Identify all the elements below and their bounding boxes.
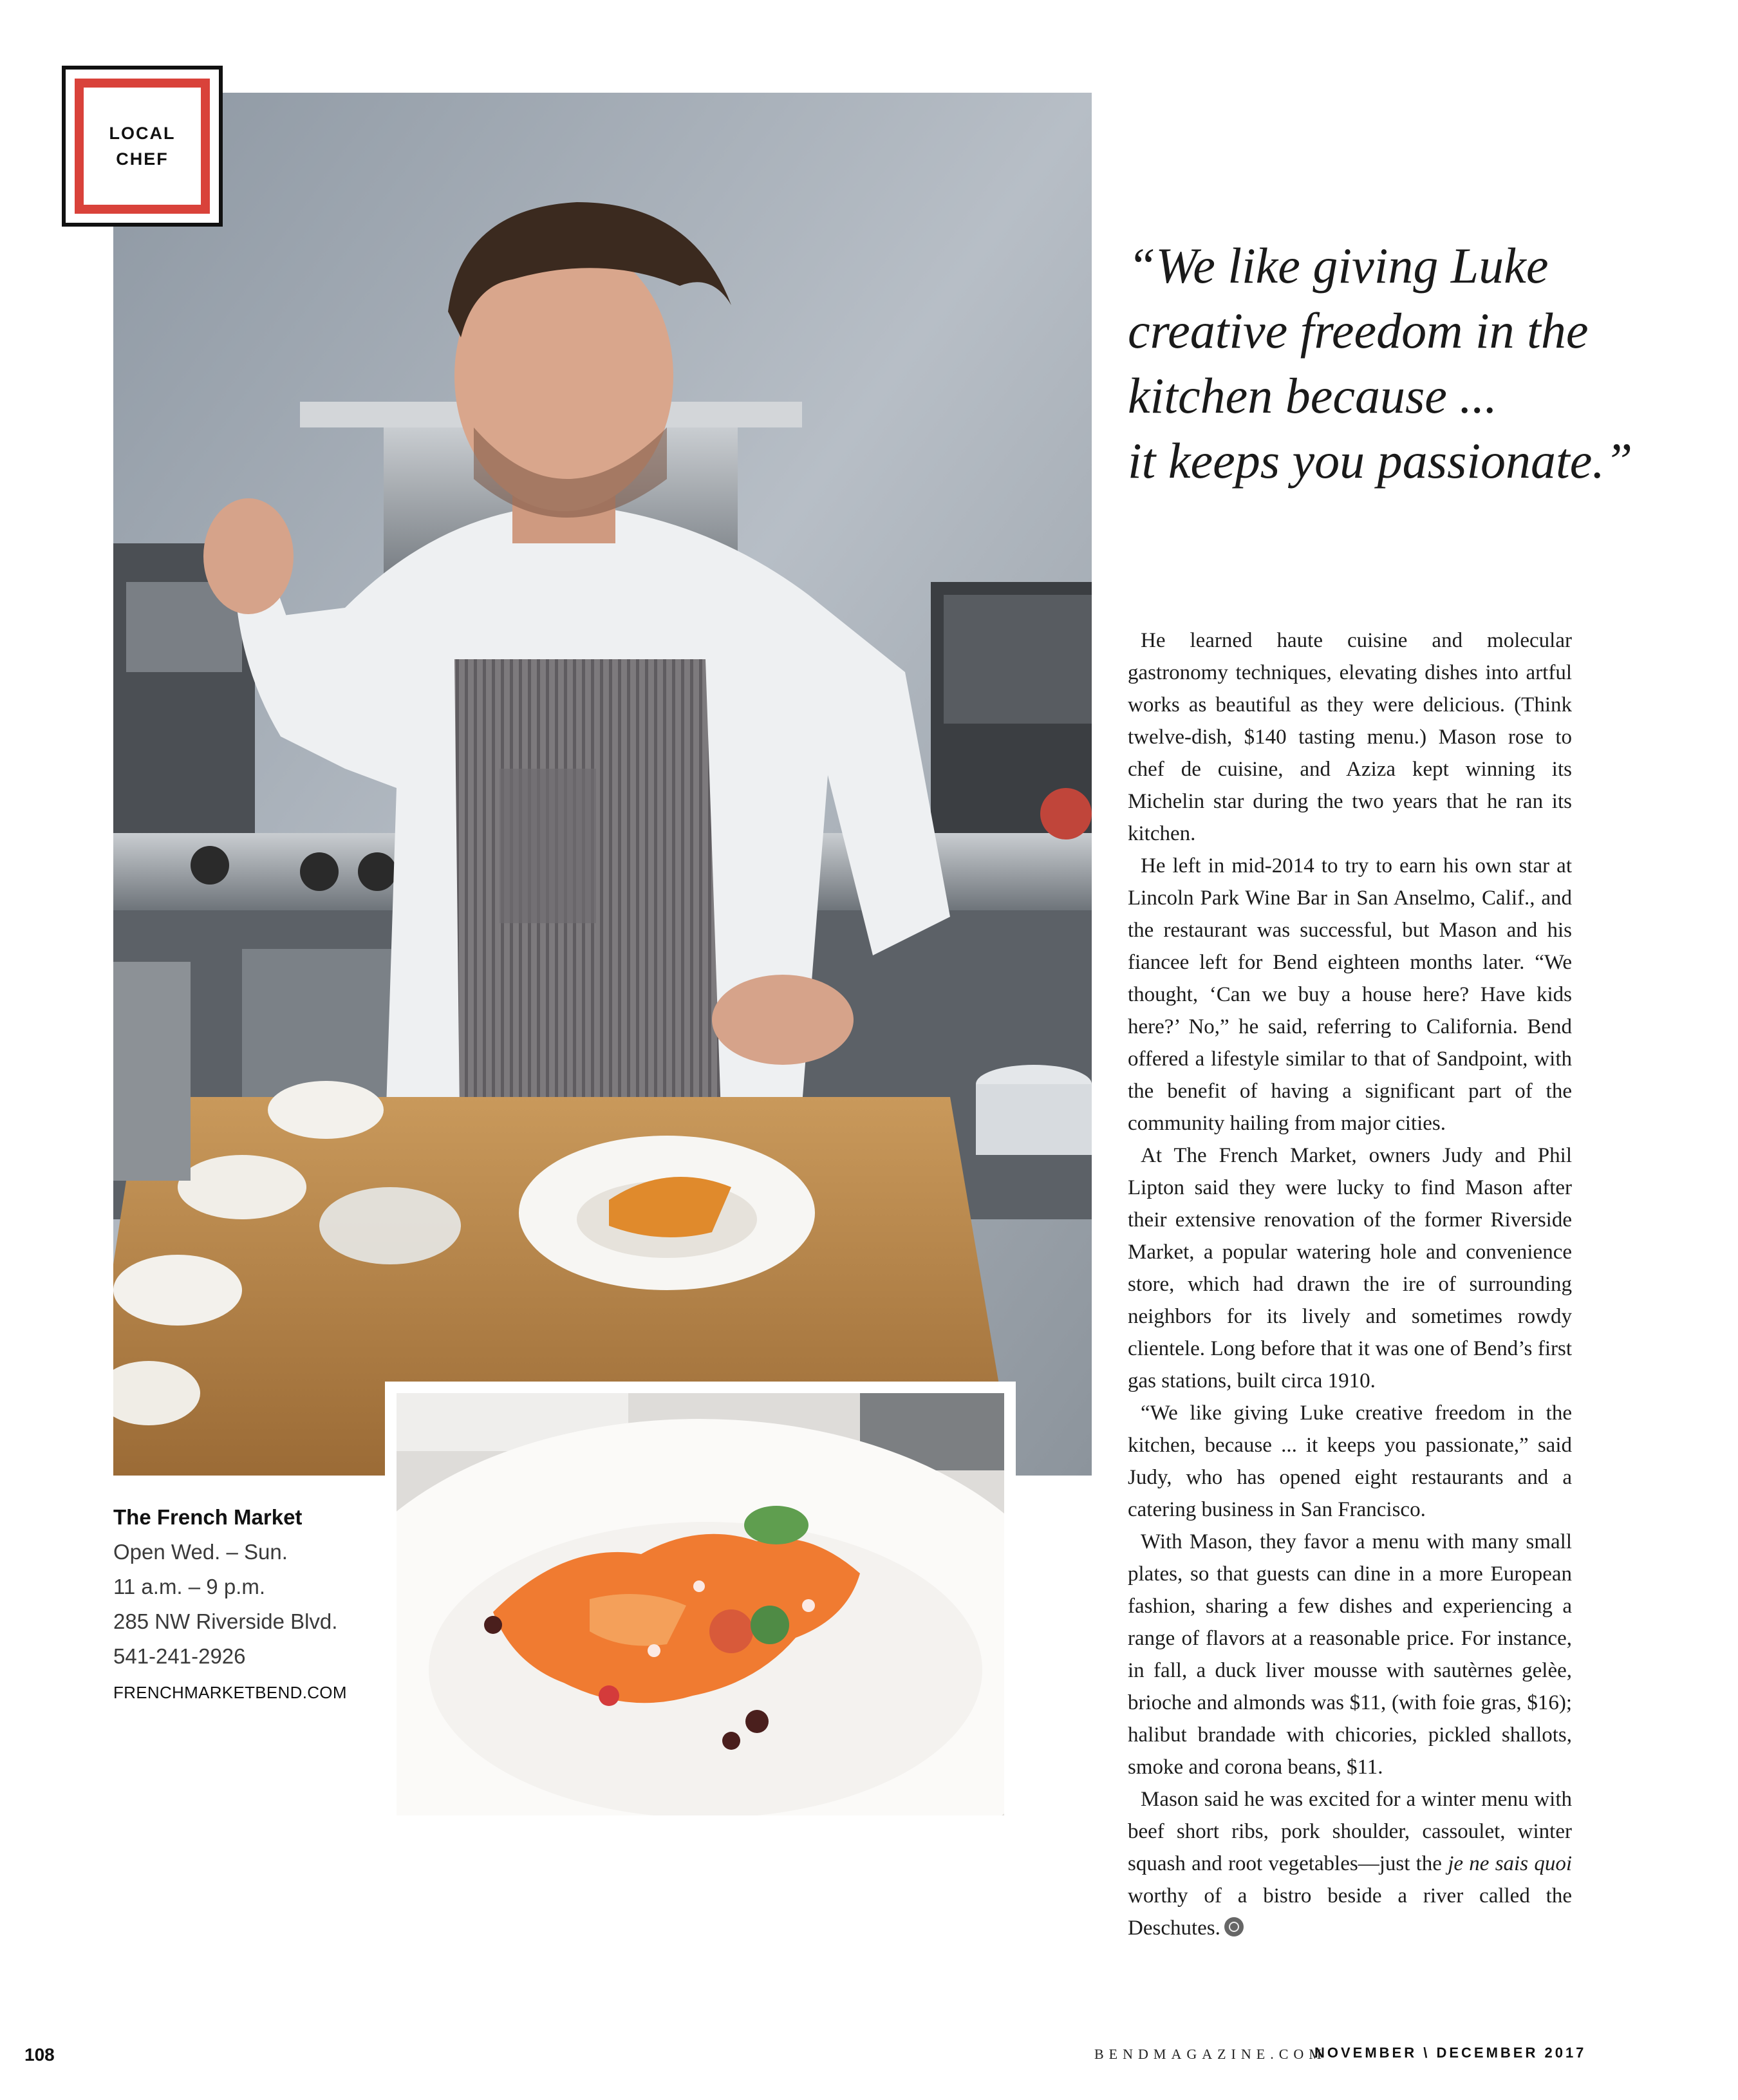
food-photo-frame: [385, 1382, 1016, 1813]
article-body: [1128, 624, 1572, 1944]
section-tag-line1: LOCAL: [109, 124, 176, 143]
section-tag-line2: CHEF: [116, 149, 169, 169]
body-paragraph: He learned haute cuisine and molecular gastronomy techniques, elevating dishes into artful works as beautiful as they were delicious. (Think twelve-dish, $140 tasting menu.) Mason rose to chef de cuisine, and Aziza kept winning its Michelin star during the two years that he ran its kitchen.: [1128, 629, 1572, 845]
end-mark-icon: [1224, 1917, 1244, 1936]
restaurant-hours: 11 a.m. – 9 p.m.: [113, 1575, 265, 1598]
page-number: 108: [24, 2045, 55, 2065]
pull-quote-line: “We like giving Luke: [1128, 238, 1549, 294]
section-tag-frame: [75, 79, 210, 214]
pull-quote-line: kitchen because ...: [1128, 368, 1497, 424]
body-text-span: worthy of a bistro beside a river called the Deschutes.: [1128, 1884, 1572, 1940]
section-tag: [62, 66, 223, 227]
pull-quote: [1128, 233, 1681, 493]
restaurant-info: [113, 1500, 384, 1710]
restaurant-address: 285 NW Riverside Blvd.: [113, 1609, 338, 1633]
footer-issue: NOVEMBER \ DECEMBER 2017: [1314, 2045, 1587, 2061]
restaurant-name: The French Market: [113, 1505, 303, 1529]
footer-site: BENDMAGAZINE.COM: [1094, 2046, 1327, 2062]
pull-quote-line: it keeps you passionate.”: [1128, 433, 1633, 489]
body-paragraph: “We like giving Luke creative freedom in the kitchen, because ... it keeps you passionate,” said Judy, who has opened eight restaurants and a catering business in San Francisco.: [1128, 1402, 1572, 1521]
body-paragraph-final: [1128, 1783, 1572, 1944]
restaurant-days: Open Wed. – Sun.: [113, 1540, 288, 1564]
chef-photo: [113, 93, 1092, 1476]
pull-quote-line: creative freedom in the: [1128, 303, 1589, 359]
body-paragraph: With Mason, they favor a menu with many small plates, so that guests can dine in a more European fashion, sharing a few dishes and experiencing a range of flavors at a reasonable price. For instance, in fall, a duck liver mousse with sautèrnes gelèe, brioche and almonds was $11, (with foie gras, $16); halibut brandade with chicories, pickled shallots, smoke and corona beans, $11.: [1128, 1530, 1572, 1779]
food-photo: [397, 1393, 1004, 1815]
body-paragraph: At The French Market, owners Judy and Phil Lipton said they were lucky to find Mason after their extensive renovation of the former Riverside Market, a popular watering hole and convenience store, which had drawn the ire of surrounding neighbors for its lively and sometimes rowdy clientele. Long before that it was one of Bend’s first gas stations, built circa 1910.: [1128, 1144, 1572, 1392]
restaurant-phone: 541-241-2926: [113, 1644, 246, 1668]
body-paragraph: He left in mid-2014 to try to earn his own star at Lincoln Park Wine Bar in San Anselmo, Calif., and the restaurant was successful, but Mason and his fiancee left for Bend eighteen months later. “We thought, ‘Can we buy a house here? Have kids here?’ No,” he said, referring to California. Bend offered a lifestyle similar to that of Sandpoint, with the benefit of having a significant part of the community hailing from major cities.: [1128, 854, 1572, 1135]
restaurant-website-link[interactable]: FRENCHMARKETBEND.COM: [113, 1683, 347, 1702]
body-italic-phrase: je ne sais quoi: [1448, 1852, 1572, 1875]
body-text-span: Mason said he was excited for a winter menu with beef short ribs, pork shoulder, cassoulet, winter squash and root vegetables—just the: [1128, 1788, 1572, 1875]
